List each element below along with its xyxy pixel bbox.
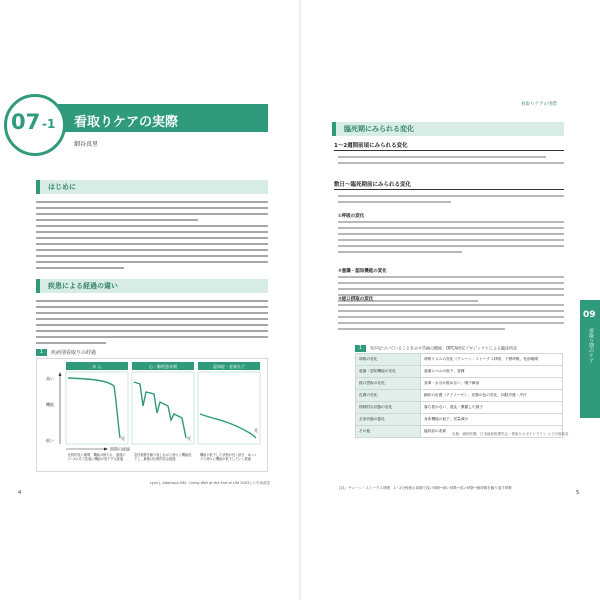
table-label — [355, 345, 517, 352]
subsection-title-days-before: 数日〜臨死期前にみられる変化 — [334, 182, 412, 188]
y-axis-label: 機能 — [46, 402, 54, 407]
chapter-number: 07 — [11, 110, 41, 134]
side-tab-label: 看取り期のケア — [588, 328, 594, 363]
panel-caption-cancer-wrap — [68, 453, 128, 471]
table-category: その他 — [356, 426, 421, 438]
item-oral-intake-paragraph — [338, 304, 564, 334]
table-category: 意識・認知機能の変化 — [356, 366, 421, 378]
chapter-badge — [4, 94, 66, 156]
death-label-cancer: 死 — [121, 436, 125, 441]
subsection-1-paragraph — [338, 156, 564, 168]
figure-title: 疾病別看取りの経過 — [51, 350, 97, 356]
item-oral-intake-change: ③経口摂取の変化 — [338, 297, 374, 302]
table-description: 身体機能の低下、尿量減少 — [421, 414, 563, 426]
table-title: 死が近づいていることを示す苦痛の徴候：OPCA研究プロジェクトによる臨床所見 — [370, 345, 518, 351]
panel-title-dementia: 認知症・老衰など — [213, 364, 245, 369]
table-category: 経口摂取の変化 — [356, 378, 421, 390]
dying-signs-table — [355, 353, 563, 438]
disease-course-paragraph — [36, 300, 268, 348]
chapter-title: 看取りケアの実際 — [74, 115, 179, 130]
side-tab-number: 09 — [583, 310, 596, 320]
y-axis-bottom-label: 低い — [46, 438, 54, 443]
subsection-2-paragraph — [338, 195, 564, 207]
figure-source: Lynn J, Adamson DM：Living Well at the End of Life 2003より引用改変 — [150, 481, 271, 485]
table-row — [356, 366, 563, 378]
subsection-title-1-2-weeks: 1〜2週間前頃にみられる変化 — [334, 143, 408, 149]
y-axis-top-label: 高い — [46, 376, 54, 381]
panel-caption-cardiopulmonary: 急性増悪を繰り返しながら徐々に機能低下し、最後は比較的急な経過 — [134, 453, 192, 461]
panel-caption-dementia: 機能が低下した状態が長く続き、ゆっくりと徐々に機能が低下していく経過 — [200, 453, 258, 461]
page-number-left: 4 — [18, 490, 22, 496]
figure-number: 1 — [36, 349, 47, 356]
section-heading-introduction: はじめに — [36, 180, 268, 194]
item-breathing-paragraph — [338, 221, 564, 257]
panel-caption-dementia-wrap — [200, 453, 260, 471]
item-breathing-change: ①呼吸の変化 — [338, 214, 365, 219]
section-heading-disease-course: 疾患による経過の違い — [36, 279, 268, 293]
table-row — [356, 390, 563, 402]
death-label-cardiopulmonary: 死 — [187, 436, 191, 441]
panel-caption-cancer: 比較的長い期間、機能は保たれ、最後の1〜2か月で急速に機能が低下する経過 — [68, 453, 126, 461]
running-head: 看取りケアの実際 — [521, 102, 557, 107]
table-description: 食事・水分が飲めない、嚥下障害 — [421, 378, 563, 390]
table-row — [356, 378, 563, 390]
author-name: 細谷真里 — [74, 141, 99, 148]
panel-title-cancer: が ん — [92, 364, 102, 369]
chapter-subnumber: -1 — [42, 117, 56, 131]
subsection-rule-2 — [334, 189, 564, 190]
table-category: 全身状態の悪化 — [356, 414, 421, 426]
subsection-rule-1 — [334, 150, 564, 151]
figure-label — [36, 349, 96, 356]
table-row — [356, 354, 563, 366]
table-category: 情緒的な状態の変化 — [356, 402, 421, 414]
table-description: 落ち着かない、混乱・興奮した様子 — [421, 402, 563, 414]
panel-title-cardiopulmonary: 心・肺疾患末期 — [149, 364, 177, 369]
page-number-right: 5 — [576, 490, 580, 496]
item-consciousness-change: ②意識・認知機能の変化 — [338, 269, 387, 274]
table-category: 呼吸の変化 — [356, 354, 421, 366]
table-description: 網状の皮膚（チアノーゼ）、皮膚の色の変化、四肢冷感・冷汗 — [421, 390, 563, 402]
table-number: 1 — [355, 345, 366, 352]
intro-paragraph — [36, 201, 268, 273]
trajectory-figure — [36, 358, 268, 472]
footnote: 注1）チェーン・ストークス呼吸：1〜2分程度の周期で浅い呼吸→深い呼吸→浅い呼吸→無呼吸を繰り返す呼吸 — [339, 486, 512, 490]
time-axis-label: 時間の経過 — [110, 446, 130, 452]
table-category: 皮膚の変化 — [356, 390, 421, 402]
table-row — [356, 414, 563, 426]
table-description: 意識レベルの低下、昏睡 — [421, 366, 563, 378]
table-description: 呼吸リズムの変化（チェーン・ストークス呼吸、下顎呼吸、死前喘鳴 — [421, 354, 563, 366]
death-label-dementia: 死 — [254, 428, 258, 433]
chapter-side-tab — [580, 300, 600, 418]
table-source: 出典：緩和医療、日本緩和医療学会・看取りのガイドライン より引用改変 — [452, 432, 569, 436]
table-row — [356, 402, 563, 414]
section-heading-dying-changes: 臨死期にみられる変化 — [332, 122, 564, 136]
panel-caption-cardiopulmonary-wrap — [134, 453, 194, 471]
left-page — [0, 0, 299, 600]
table-description: 臨終前の兆候 — [421, 426, 563, 438]
